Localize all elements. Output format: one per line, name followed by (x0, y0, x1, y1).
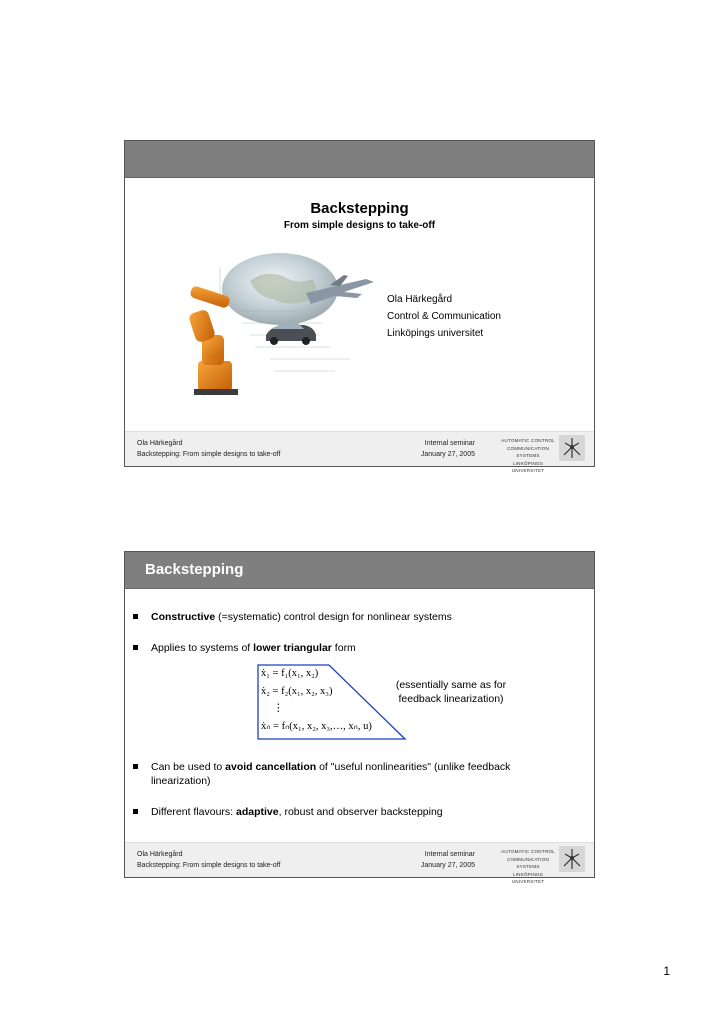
footer-logo-text: AUTOMATIC CONTROL COMMUNICATION SYSTEMS LINKÖPINGS UNIVERSITET (501, 438, 555, 473)
footer-event: Internal seminar (424, 851, 475, 858)
equation-note: (essentially same as for feedback linearization) (395, 679, 507, 705)
slide-footer (125, 842, 594, 884)
author-name: Ola Härkegård (387, 294, 453, 305)
slide-title: Backstepping (310, 200, 409, 217)
author-block (387, 291, 501, 342)
author-university: Linköpings universitet (387, 328, 484, 339)
footer-date: January 27, 2005 (420, 862, 475, 869)
equation-n: ẋₙ = fₙ(x₁, x₂, x₃,…, xₙ, u) (261, 721, 372, 732)
bullet-item-1: Constructive (=systematic) control design for nonlinear systems (125, 610, 541, 624)
slide-header-bar (125, 552, 594, 589)
footer-author: Ola Härkegård (137, 440, 183, 447)
title-slide (124, 140, 595, 473)
university-logo-icon (559, 435, 585, 461)
slide-footer (125, 431, 594, 473)
footer-talk-title: Backstepping: From simple designs to take-off (137, 451, 281, 458)
footer-talk-title: Backstepping: From simple designs to take-off (137, 862, 281, 869)
bullet-item-3: Can be used to avoid cancellation of "useful nonlinearities" (unlike feedback linearization) (125, 760, 541, 788)
footer-date: January 27, 2005 (420, 451, 475, 458)
equation-2: ẋ₂ = f₂(x₁, x₂, x₃) (261, 686, 333, 697)
bullet-item-4: Different flavours: adaptive, robust and observer backstepping (125, 805, 541, 819)
equation-ellipsis: ⋮ (273, 703, 284, 714)
footer-author: Ola Härkegård (137, 851, 183, 858)
page-number: 1 (663, 964, 670, 978)
slide-header-title: Backstepping (145, 561, 244, 578)
equation-1: ẋ₁ = f₁(x₁, x₂) (261, 668, 319, 679)
author-department: Control & Communication (387, 311, 501, 322)
footer-logo-text: AUTOMATIC CONTROL COMMUNICATION SYSTEMS LINKÖPINGS UNIVERSITET (501, 849, 555, 884)
footer-event: Internal seminar (424, 440, 475, 447)
university-logo-icon (559, 846, 585, 872)
hero-collage-image (180, 251, 380, 399)
slide-subtitle: From simple designs to take-off (283, 220, 436, 231)
slide-header-bar (125, 141, 594, 178)
content-slide (124, 551, 595, 884)
bullet-item-2: Applies to systems of lower triangular form (125, 641, 541, 655)
